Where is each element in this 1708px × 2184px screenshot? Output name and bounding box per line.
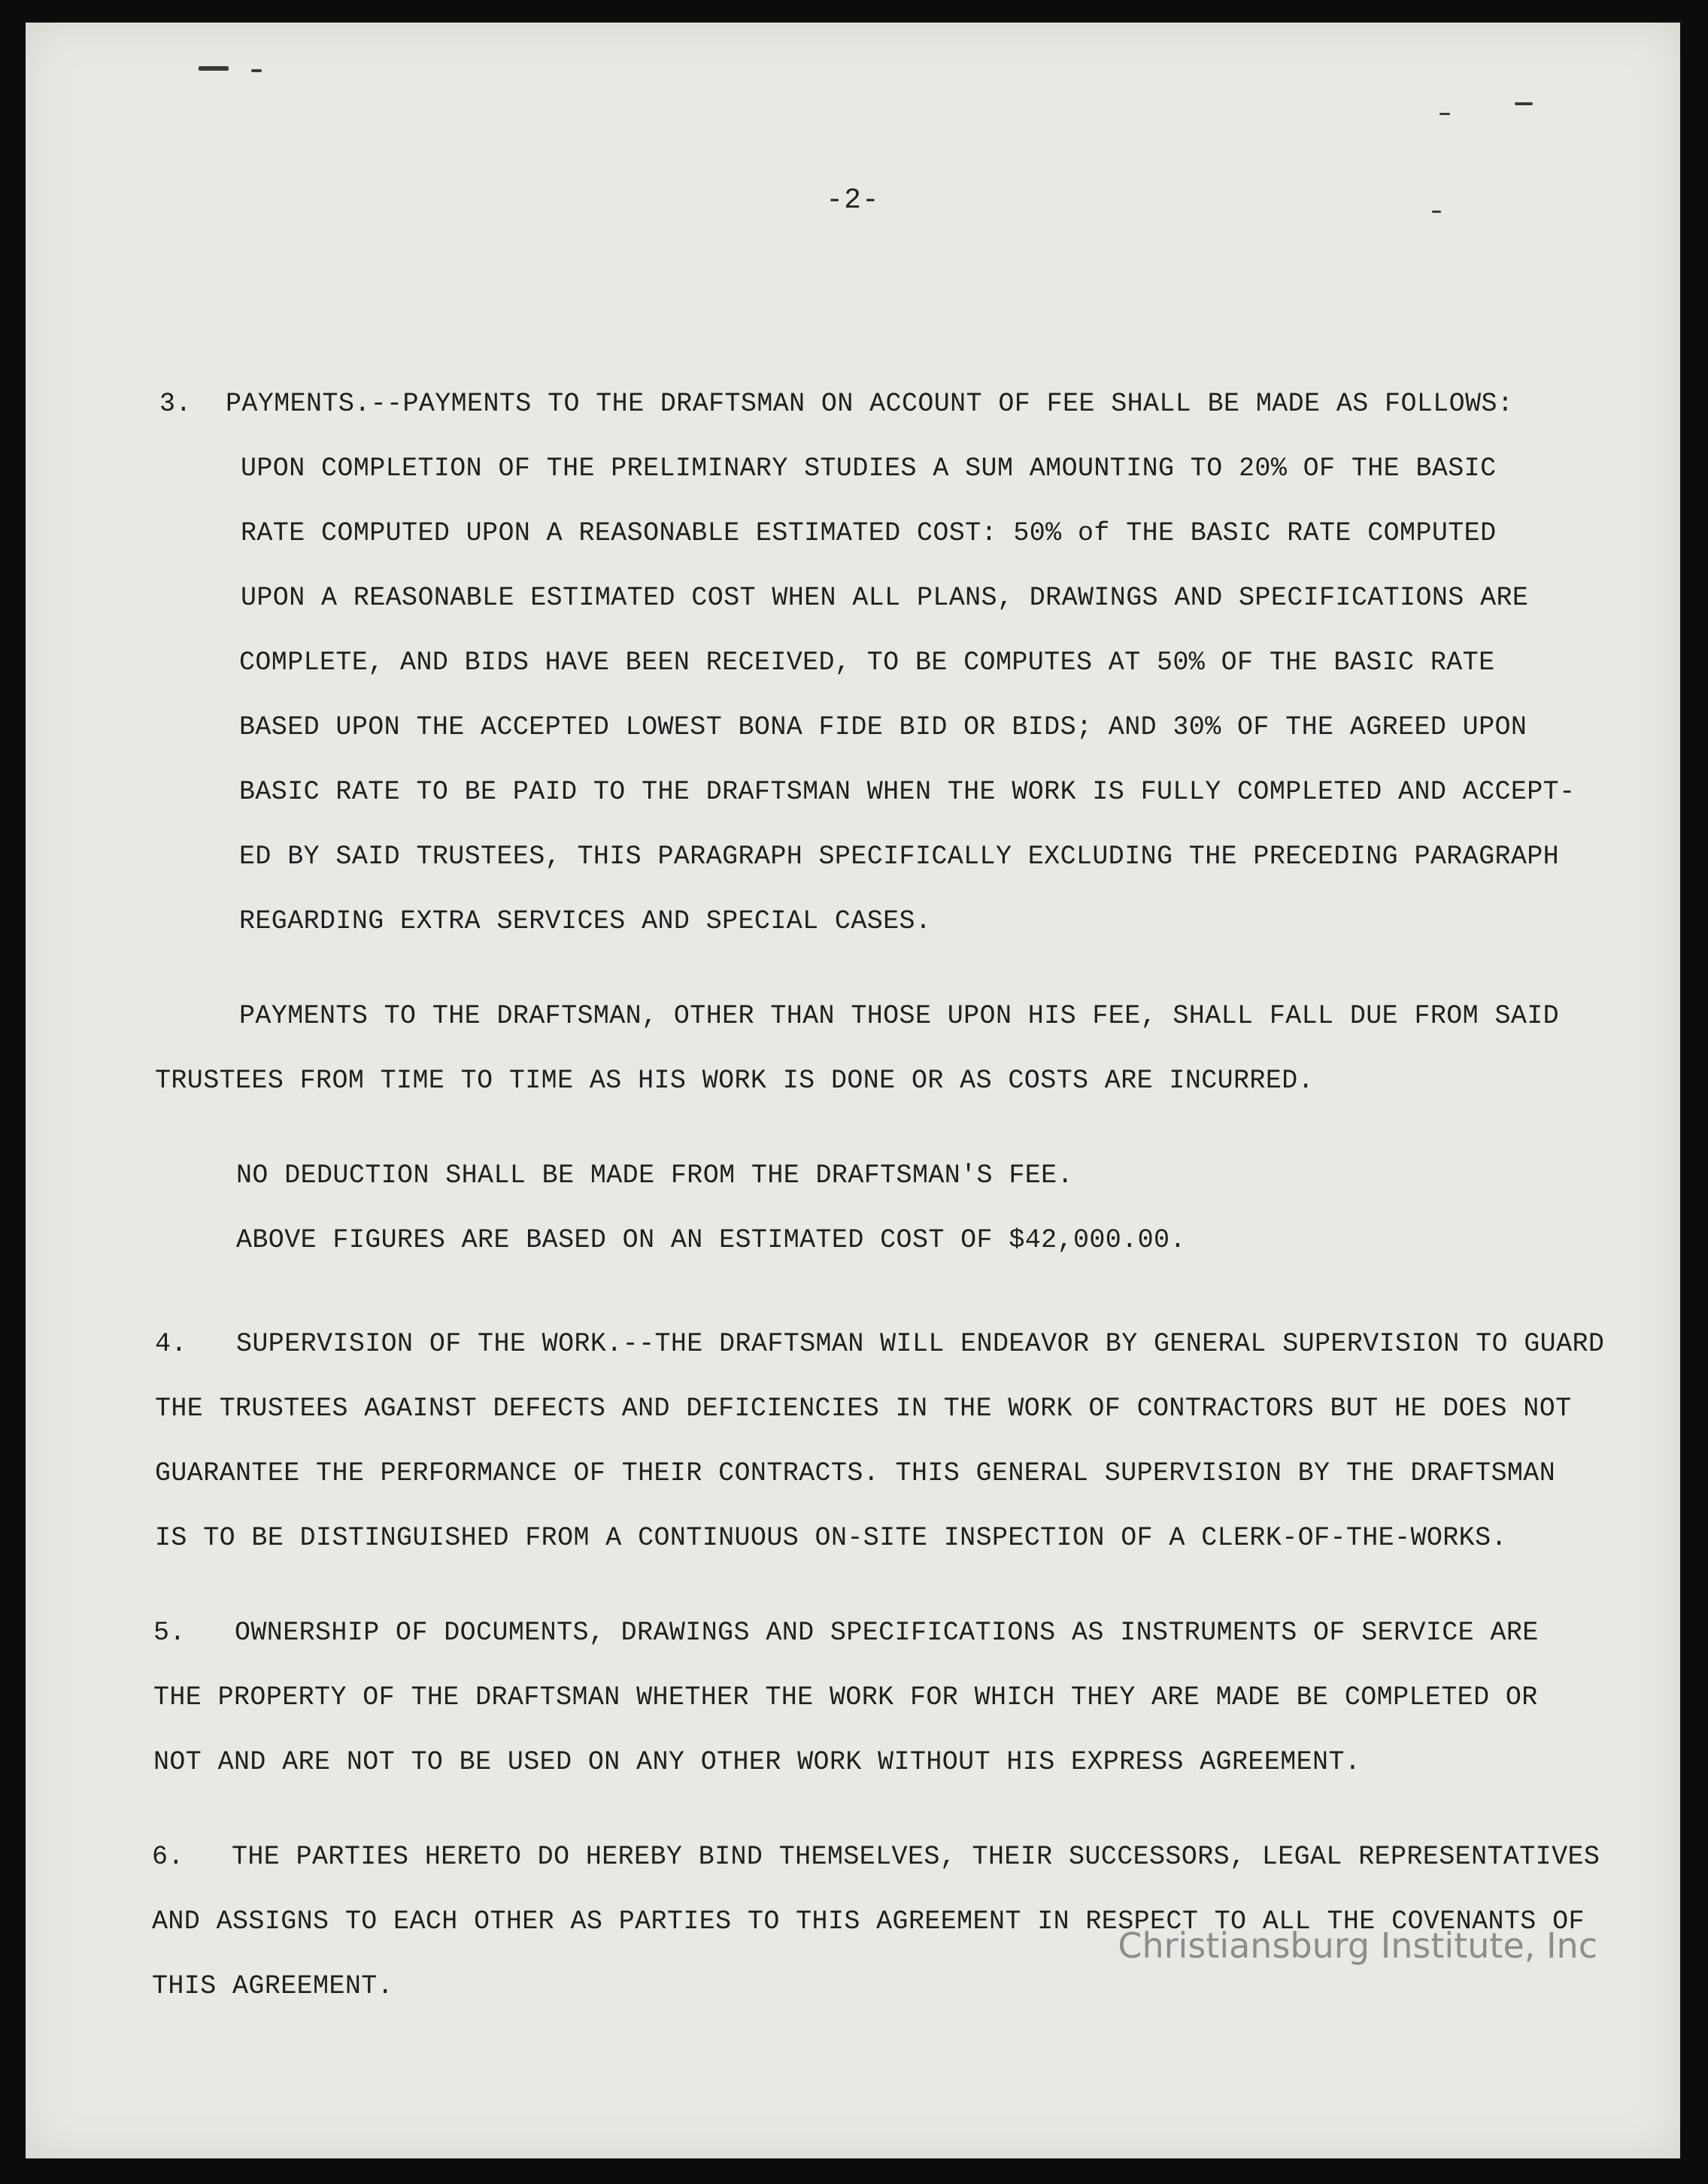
text-line: NO DEDUCTION SHALL BE MADE FROM THE DRAFTSMAN'S FEE. — [236, 1160, 1073, 1191]
text-line: COMPLETE, AND BIDS HAVE BEEN RECEIVED, TO BE COMPUTES AT 50% OF THE BASIC RATE — [239, 648, 1495, 678]
watermark: Christiansburg Institute, Inc — [1118, 1925, 1597, 1966]
text-line: OWNERSHIP OF DOCUMENTS, DRAWINGS AND SPECIFICATIONS AS INSTRUMENTS OF SERVICE ARE — [235, 1618, 1539, 1648]
text-line: SUPERVISION OF THE WORK.--THE DRAFTSMAN WILL ENDEAVOR BY GENERAL SUPERVISION TO GUARD — [236, 1329, 1605, 1359]
text-line: BASED UPON THE ACCEPTED LOWEST BONA FIDE BID OR BIDS; AND 30% OF THE AGREED UPON — [239, 712, 1527, 742]
text-line: NOT AND ARE NOT TO BE USED ON ANY OTHER WORK WITHOUT HIS EXPRESS AGREEMENT. — [153, 1747, 1361, 1777]
text-line: PAYMENTS TO THE DRAFTSMAN, OTHER THAN THOSE UPON HIS FEE, SHALL FALL DUE FROM SAID — [239, 1001, 1560, 1031]
text-line: ED BY SAID TRUSTEES, THIS PARAGRAPH SPECIFICALLY EXCLUDING THE PRECEDING PARAGRAPH — [239, 842, 1560, 872]
text-line: THE PROPERTY OF THE DRAFTSMAN WHETHER THE WORK FOR WHICH THEY ARE MADE BE COMPLETED OR — [153, 1682, 1538, 1712]
text-line: ABOVE FIGURES ARE BASED ON AN ESTIMATED COST OF $42,000.00. — [236, 1225, 1186, 1255]
text-line: TRUSTEES FROM TIME TO TIME AS HIS WORK IS DONE OR AS COSTS ARE INCURRED. — [155, 1066, 1315, 1096]
text-line: GUARANTEE THE PERFORMANCE OF THEIR CONTRACTS. THIS GENERAL SUPERVISION BY THE DRAFTSMAN — [155, 1458, 1556, 1488]
text-line: PAYMENTS.--PAYMENTS TO THE DRAFTSMAN ON ACCOUNT OF FEE SHALL BE MADE AS FOLLOWS: — [226, 389, 1514, 419]
text-line: THE PARTIES HERETO DO HEREBY BIND THEMSELVES, THEIR SUCCESSORS, LEGAL REPRESENTATIVES — [232, 1842, 1600, 1872]
text-line: UPON COMPLETION OF THE PRELIMINARY STUDIES A SUM AMOUNTING TO 20% OF THE BASIC — [241, 453, 1497, 484]
agreement-body — [26, 23, 1680, 2158]
text-line: RATE COMPUTED UPON A REASONABLE ESTIMATED COST: 50% of THE BASIC RATE COMPUTED — [241, 518, 1497, 548]
document-page — [26, 23, 1680, 2158]
text-line: THE TRUSTEES AGAINST DEFECTS AND DEFICIENCIES IN THE WORK OF CONTRACTORS BUT HE DOES NOT — [155, 1394, 1572, 1424]
section-number: 6. — [152, 1842, 184, 1872]
text-line: IS TO BE DISTINGUISHED FROM A CONTINUOUS ON-SITE INSPECTION OF A CLERK-OF-THE-WORKS. — [155, 1523, 1507, 1553]
section-number: 5. — [153, 1618, 186, 1648]
section-number: 3. — [159, 389, 192, 419]
text-line: BASIC RATE TO BE PAID TO THE DRAFTSMAN WHEN THE WORK IS FULLY COMPLETED AND ACCEPT- — [239, 777, 1576, 807]
text-line: THIS AGREEMENT. — [152, 1971, 394, 2001]
text-line: REGARDING EXTRA SERVICES AND SPECIAL CASES. — [239, 906, 932, 936]
section-number: 4. — [155, 1329, 187, 1359]
page-number: -2- — [826, 184, 880, 217]
text-line: UPON A REASONABLE ESTIMATED COST WHEN ALL PLANS, DRAWINGS AND SPECIFICATIONS ARE — [241, 583, 1529, 613]
text-line: AND ASSIGNS TO EACH OTHER AS PARTIES TO THIS AGREEMENT IN RESPECT TO ALL THE COVENANTS OF — [152, 1906, 1585, 1937]
